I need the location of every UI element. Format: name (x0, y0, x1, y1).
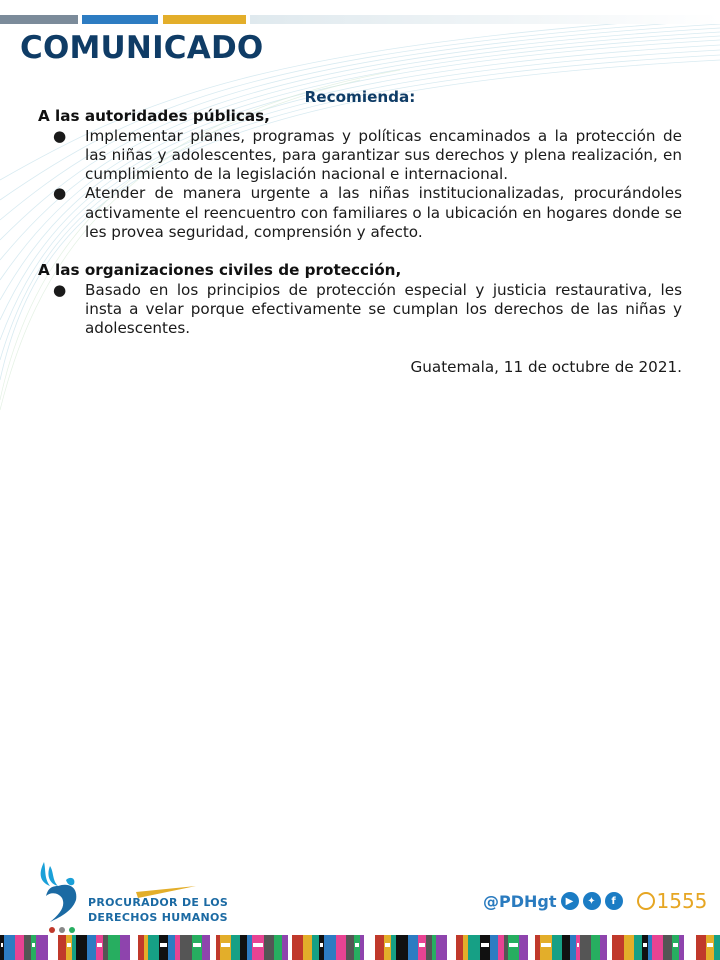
civil-orgs-list (38, 281, 682, 339)
bullet: ● (53, 184, 67, 203)
social-bar (483, 889, 707, 913)
page-title: COMUNICADO (20, 30, 264, 66)
list-item: ● Basado en los principios de protección especial y justicia restaurativa, les insta a velar porque efectivamente se cumplan los derechos de las niñas y adolescentes. (53, 280, 682, 338)
facebook-icon[interactable]: f (605, 892, 623, 910)
bullet: ● (53, 280, 67, 299)
section-heading-authorities: A las autoridades públicas, (38, 107, 270, 126)
phone-icon (637, 892, 655, 910)
document-body (38, 88, 682, 377)
youtube-icon[interactable]: ▶ (561, 892, 579, 910)
twitter-icon[interactable]: ✦ (583, 892, 601, 910)
list-item: ● Implementar planes, programas y políticas encaminados a la protección de las niñas y adolescentes, para garantizar sus derechos y plena realización, en cumplimiento de la legislación nacional e internacional. (53, 126, 682, 184)
logo-text-line1: PROCURADOR DE LOS (88, 896, 229, 909)
phone-number[interactable]: 1555 (637, 889, 708, 913)
bullet: ● (53, 126, 67, 145)
logo-text-line2: DERECHOS HUMANOS (88, 911, 228, 924)
textile-pattern-strip (0, 935, 720, 960)
header-color-bar (0, 15, 720, 24)
list-item: ● Atender de manera urgente a las niñas institucionalizadas, procurándoles activamente el reencuentro con familiares o la ubicación en hogares donde se les provea seguridad, comprensión y afecto. (53, 184, 682, 242)
date-line: Guatemala, 11 de octubre de 2021. (410, 357, 682, 376)
social-handle[interactable]: @PDHgt (483, 891, 557, 911)
authorities-list (38, 127, 682, 243)
section-heading-civil-orgs: A las organizaciones civiles de protección, (38, 261, 402, 280)
recommend-heading: Recomienda: (304, 88, 416, 106)
